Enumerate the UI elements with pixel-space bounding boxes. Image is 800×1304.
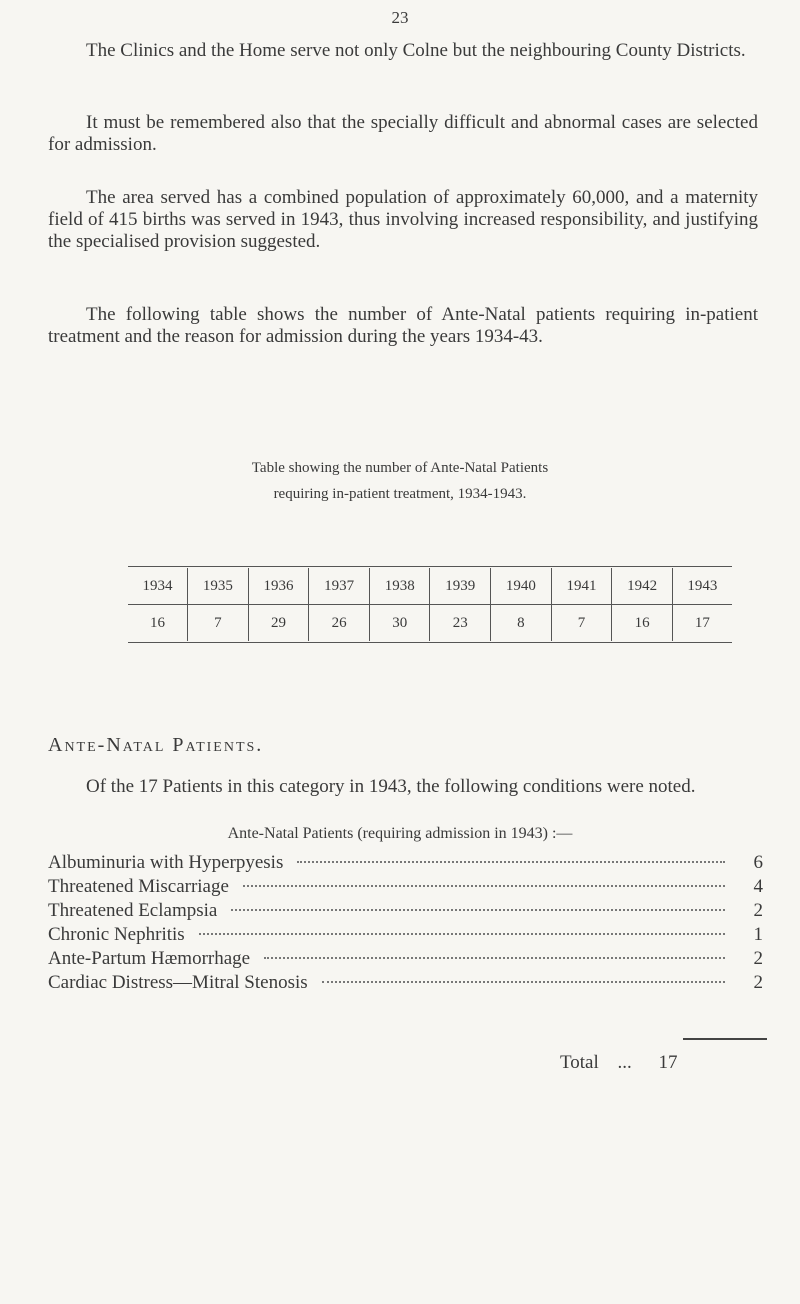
leader-dots [243, 885, 725, 887]
leader-dots [297, 861, 725, 863]
count-cell: 17 [694, 614, 710, 631]
condition-count: 1 [753, 924, 763, 945]
table-caption-line2: requiring in-patient treatment, 1934-1943. [273, 486, 527, 502]
condition-label: Cardiac Distress—Mitral Stenosis [48, 972, 308, 993]
condition-count: 2 [753, 900, 763, 921]
paragraph-table-intro: The following table shows the number of Ante-Natal patients requiring in-patient treatment and the reason for admission during the years 1934-43. [48, 304, 758, 347]
leader-dots [322, 981, 725, 983]
condition-count: 4 [753, 876, 763, 897]
count-cell: 8 [491, 605, 552, 642]
antenatal-patients-table [128, 568, 732, 641]
leader-dots [264, 957, 725, 959]
paragraph-clinics: The Clinics and the Home serve not only Colne but the neighbouring County Districts. [86, 40, 746, 61]
paragraph-abnormal-cases: It must be remembered also that the specially difficult and abnormal cases are selected for admission. [48, 112, 758, 155]
year-cell: 1940 [491, 568, 552, 605]
count-cell: 30 [369, 605, 430, 642]
year-cell: 1938 [369, 568, 430, 605]
year-cell: 1943 [672, 568, 732, 605]
condition-count: 2 [753, 948, 763, 969]
list-item [48, 900, 763, 924]
year-cell: 1941 [551, 568, 612, 605]
condition-count: 6 [753, 852, 763, 873]
count-cell: 23 [430, 605, 491, 642]
condition-count: 2 [753, 972, 763, 993]
table-bottom-rule [128, 642, 732, 643]
count-cell: 7 [551, 605, 612, 642]
paragraph-population: The area served has a combined population of approximately 60,000, and a maternity field of 415 births was served in 1943, thus involving increased responsibility, and justifying the specialised provision suggested. [48, 187, 758, 252]
conditions-caption: Ante-Natal Patients (requiring admission in 1943) :— [227, 825, 573, 842]
leader-dots [231, 909, 725, 911]
year-cell: 1937 [309, 568, 370, 605]
page-number: 23 [391, 8, 409, 27]
total-rule [683, 1038, 767, 1040]
count-cell: 26 [309, 605, 370, 642]
condition-label: Threatened Eclampsia [48, 900, 218, 921]
condition-label: Albuminuria with Hyperpyesis [48, 852, 284, 873]
leader-dots [199, 933, 725, 935]
year-cell: 1934 [128, 568, 188, 605]
list-item [48, 972, 763, 996]
list-item [48, 852, 763, 876]
table-row [128, 605, 732, 642]
table-header-row [128, 568, 732, 605]
total-dots: ... [617, 1052, 632, 1073]
year-cell: 1935 [188, 568, 249, 605]
condition-label: Threatened Miscarriage [48, 876, 229, 897]
table-top-rule [128, 566, 732, 567]
conditions-list [48, 852, 763, 996]
condition-label: Chronic Nephritis [48, 924, 185, 945]
list-item [48, 876, 763, 900]
list-item [48, 924, 763, 948]
year-cell: 1936 [248, 568, 309, 605]
condition-label: Ante-Partum Hæmorrhage [48, 948, 251, 969]
count-cell: 16 [128, 605, 188, 642]
section-heading: Ante-Natal Patients. [48, 734, 264, 756]
paragraph-conditions-intro: Of the 17 Patients in this category in 1943, the following conditions were noted. [86, 776, 696, 797]
list-item [48, 948, 763, 972]
count-cell: 29 [248, 605, 309, 642]
count-cell: 7 [188, 605, 249, 642]
total-value: 17 [658, 1052, 678, 1073]
year-cell: 1939 [430, 568, 491, 605]
total-label: Total [560, 1052, 599, 1073]
total-row [560, 1052, 678, 1074]
count-cell: 16 [612, 605, 673, 642]
year-cell: 1942 [612, 568, 673, 605]
table-caption-line1: Table showing the number of Ante-Natal Patients [251, 460, 549, 476]
